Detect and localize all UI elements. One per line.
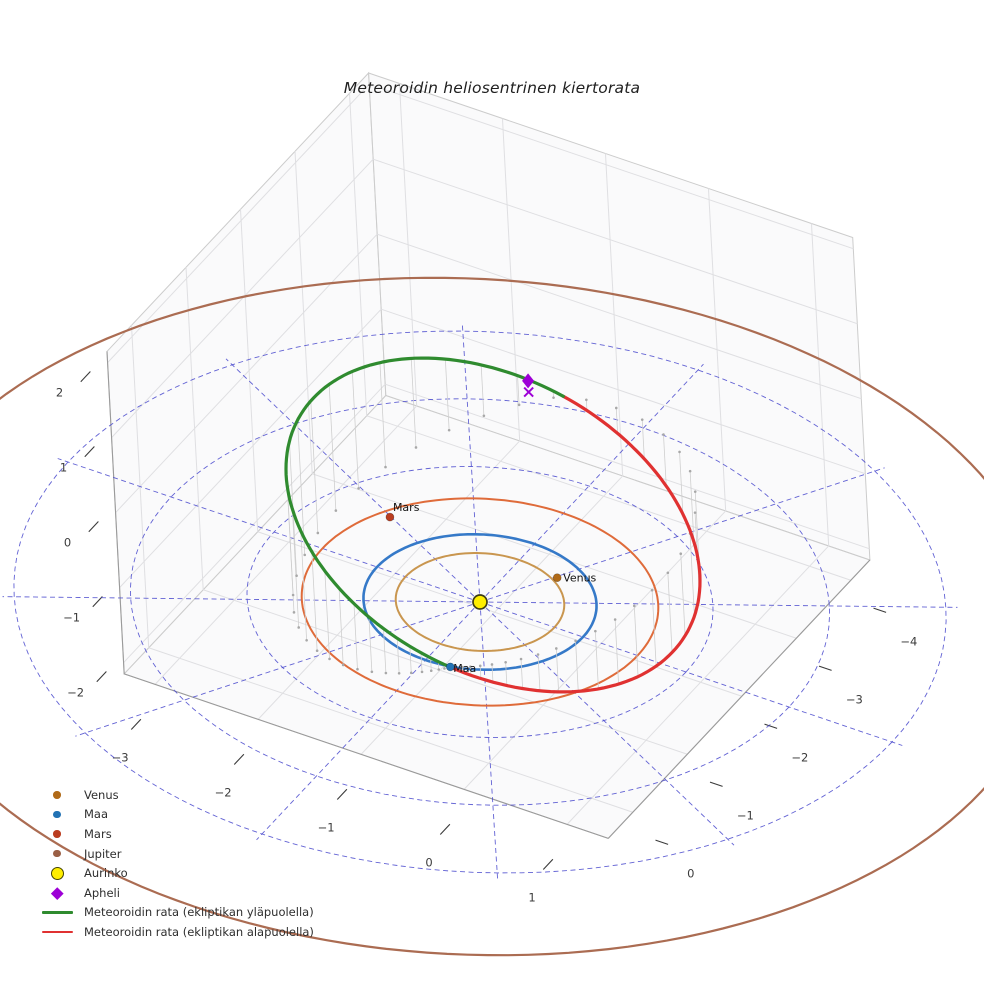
x-tick-label: 1 — [528, 890, 536, 905]
stem-dot — [615, 407, 618, 410]
planet-marker-mars — [386, 513, 394, 521]
legend-item-mars — [38, 824, 314, 844]
z-tick-label: −1 — [63, 610, 81, 625]
stem-dot — [491, 663, 494, 666]
stem-dot — [415, 446, 418, 449]
y-tick-label: −4 — [900, 634, 918, 649]
planet-label-maa: Maa — [453, 661, 477, 675]
sun-marker — [473, 595, 487, 609]
stem-dot — [448, 429, 451, 432]
legend-dot-icon — [38, 811, 76, 819]
stem-dot — [443, 667, 446, 670]
stem-dot — [430, 669, 433, 672]
stem-dot — [398, 672, 401, 675]
y-tick-label: −1 — [736, 808, 754, 823]
legend-sun-icon — [38, 867, 76, 880]
legend-line-icon — [38, 911, 76, 914]
stem-dot — [633, 605, 636, 608]
stem-dot — [662, 433, 665, 436]
stem-dot — [585, 398, 588, 401]
stem-dot — [694, 511, 697, 514]
stem-dot — [303, 554, 306, 557]
z-tick-label: −2 — [67, 685, 85, 700]
stem-dot — [555, 647, 558, 650]
stem-dot — [316, 649, 319, 652]
stem-dot — [356, 668, 359, 671]
chart-title: Meteoroidin heliosentrinen kiertorata — [343, 79, 641, 97]
axes-panes — [107, 73, 870, 838]
stem-dot — [651, 589, 654, 592]
legend-item-meteoroidin-rata-ekliptikan- — [38, 922, 314, 942]
x-tick-label: −2 — [214, 785, 232, 800]
stem-dot — [678, 451, 681, 454]
legend-label: Aurinko — [84, 866, 128, 881]
stem-dot — [667, 571, 670, 574]
legend-item-apheli — [38, 883, 314, 903]
planet-marker-venus — [553, 574, 561, 582]
stem-dot — [689, 470, 692, 473]
y-tick-label: −3 — [845, 692, 863, 707]
stem-dot — [328, 658, 331, 661]
stem-dot — [574, 639, 577, 642]
y-tick-label: 0 — [687, 866, 695, 881]
legend-item-maa — [38, 805, 314, 825]
x-tick-label: −1 — [317, 820, 335, 835]
stem-dot — [594, 630, 597, 633]
planet-label-mars: Mars — [392, 501, 420, 515]
legend-label: Meteoroidin rata (ekliptikan yläpuolella) — [84, 905, 314, 920]
stem-dot — [384, 466, 387, 469]
z-tick-label: 1 — [59, 460, 68, 475]
stem-dot — [679, 552, 682, 555]
stem-dot — [641, 418, 644, 421]
x-tick-label: −3 — [111, 750, 129, 765]
stem-dot — [537, 653, 540, 656]
stem-dot — [297, 626, 300, 629]
legend-label: Jupiter — [84, 846, 122, 861]
legend-dot-icon — [38, 791, 76, 799]
stem-dot — [694, 490, 697, 493]
stem-dot — [295, 574, 298, 577]
legend-line-icon — [38, 931, 76, 934]
legend-label: Apheli — [84, 885, 120, 900]
z-tick-label: 2 — [55, 385, 64, 400]
stem-dot — [292, 594, 295, 597]
legend-dot-icon — [38, 850, 76, 858]
stem-dot — [437, 668, 440, 671]
y-tick-label: −2 — [791, 750, 809, 765]
stem-dot — [410, 672, 413, 675]
legend-label: Meteoroidin rata (ekliptikan alapuolella) — [84, 924, 314, 939]
legend-item-aurinko — [38, 863, 314, 883]
planet-label-venus: Venus — [563, 571, 597, 585]
stem-dot — [371, 670, 374, 673]
stem-dot — [483, 414, 486, 417]
stem-dot — [293, 611, 296, 614]
legend-label: Mars — [84, 826, 112, 841]
stem-dot — [305, 639, 308, 642]
legend-item-meteoroidin-rata-ekliptikan- — [38, 903, 314, 923]
stem-dot — [357, 487, 360, 490]
stem-dot — [421, 671, 424, 674]
stem-dot — [479, 665, 482, 668]
stem-dot — [317, 532, 320, 535]
stem-dot — [614, 618, 617, 621]
legend-dot-icon — [38, 830, 76, 838]
legend-label: Maa — [84, 807, 109, 822]
stem-dot — [342, 664, 345, 667]
z-tick-label: 0 — [63, 535, 72, 550]
legend-diamond-icon — [38, 889, 76, 898]
legend-item-jupiter — [38, 844, 314, 864]
legend-label: Venus — [84, 787, 119, 802]
stem-dot — [385, 672, 388, 675]
stem-dot — [518, 404, 521, 407]
stem-dot — [335, 509, 338, 512]
legend — [38, 785, 314, 942]
legend-item-venus — [38, 785, 314, 805]
stem-dot — [520, 658, 523, 661]
x-tick-label: 0 — [425, 855, 433, 870]
stem-dot — [504, 661, 507, 664]
stem-dot — [552, 396, 555, 399]
